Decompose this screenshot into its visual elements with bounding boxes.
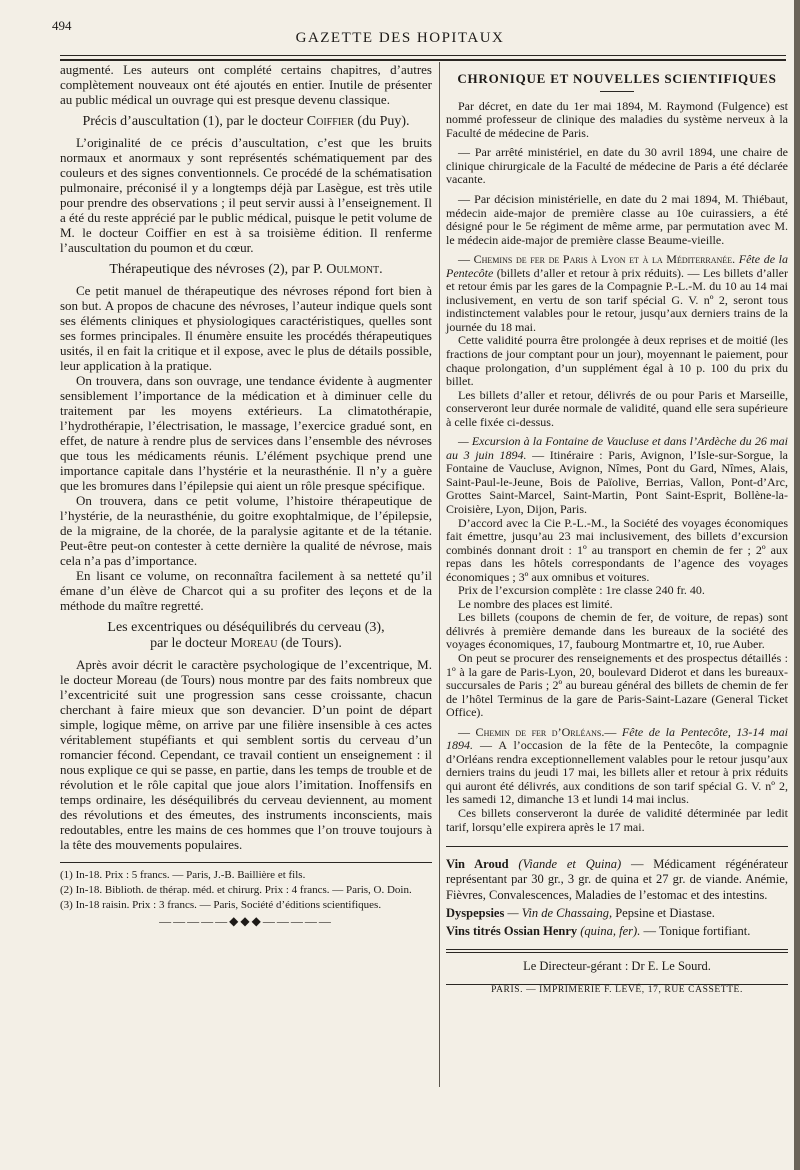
- heading-text: Précis d’auscultation (1), par le docteur: [82, 114, 307, 129]
- news-item: [446, 100, 788, 141]
- running-title: GAZETTE DES HOPITAUX: [295, 30, 505, 46]
- news-item: [446, 435, 788, 719]
- ad-italic: — Vin de Chassaing,: [504, 905, 613, 920]
- ad-body: Pepsine et Diastase.: [612, 905, 715, 920]
- ad-brand: Vins titrés Ossian Henry: [446, 924, 578, 939]
- ad-italic: (quina, fer).: [577, 924, 641, 939]
- paragraph: Par décret, en date du 1er mai 1894, M. Raymond (Fulgence) est nommé professeur de clinique des maladies du système nerveux à la Faculté de médecine de Paris.: [446, 98, 788, 140]
- footnote: (1) In-18. Prix : 5 francs. — Paris, J.-B. Baillière et fils.: [60, 869, 306, 882]
- printer-line: PARIS. — IMPRIMERIE F. LEVÉ, 17, RUE CASSETTE.: [491, 984, 743, 995]
- footnote: (2) In-18. Biblioth. de thérap. méd. et chirurg. Prix : 4 francs. — Paris, O. Doin.: [60, 884, 412, 897]
- item-body: — A l’occasion de la fête de la Pentecôte, la compagnie d’Orléans rendra exceptionnellement valables pour le retour jusqu’aux derniers trains du jeudi 17 mai, les billets aller et retour à prix réduits qui auront été délivrés, aux conditions de son tarif spécial G. V. nº 2, les samedi 12, dimanche 13 et lundi 14 mai inclus.: [446, 738, 788, 807]
- author-name: Oulmont: [326, 262, 380, 278]
- news-item: [446, 146, 788, 187]
- paragraph: — Par arrêté ministériel, en date du 30 avril 1894, une chaire de clinique chirurgicale de la Faculté de médecine de Paris a été déclarée vacante.: [446, 145, 788, 187]
- paragraph: On trouvera, dans ce petit volume, l’histoire thérapeutique de l’hystérie, de la neurasthénie, du goitre exophtalmique, de l’épilepsie, de la migraine, de la chorée, de la paralysie agitante et de la tétanie. Peut-être peut-on contester à cette dernière la qualité de névrose, mais cela n’a pas d’importance.: [60, 493, 432, 569]
- author-name: Moreau: [230, 636, 278, 652]
- author-name: Coiffier: [306, 114, 354, 129]
- heading-tail: (du Puy).: [353, 114, 410, 129]
- heading-text: par le docteur: [150, 636, 231, 652]
- paragraph: — Par décision ministérielle, en date du 2 mai 1894, M. Thiébaut, médecin aide-major de première classe au 10e cuirassiers, a été désigné pour le 5e régiment de même arme, par permutation avec M. le médecin aide-major de première classe Beaume-vieille.: [446, 191, 788, 247]
- paragraph: Après avoir décrit le caractère psychologique de l’excentrique, M. le docteur Moreau (de Tours) nous montre par des faits nombreux que l’excentricité suit une progression sans cesse croissante, chacun cherchant à faire mieux que son devancier. D’un point de départ simple, logique même, on arrive par une filière insensible à ces actes véritablement stupéfiants et qui semblent sortis du cerveau d’un romancier fécond. Cependant, ce travail contient un enseignement : il nous explique ce qui se passe, en partie, dans les temps de trouble et de révolution et le rôle capital que joue alors l’imitation. Inoffensifs en temps ordinaire, les déséquilibrés du cerveau deviennent, au moment des révolutions et des émeutes, des instruments inconscients, mais redoutables, entre les mains de ces hommes que l’on trouve toujours à la tête des mouvements populaires.: [60, 657, 432, 853]
- paragraph: Le nombre des places est limité.: [458, 596, 613, 611]
- section-rule: [446, 846, 788, 847]
- paragraph: [446, 435, 788, 516]
- heading-tail: .: [379, 262, 383, 278]
- advertisement: [446, 924, 788, 939]
- paragraph: On trouvera, dans son ouvrage, une tendance évidente à augmenter sensiblement l’importance de la médication et à diminuer celle du traitement par les moyens extérieurs. La climatothérapie, l’hydrothérapie, l’électrisation, le massage, l’exercice gradué sont, en effet, de nature à rendre plus de services dans l’ensemble des névroses que tous les médicaments réunis. L’élément psychique prend une importance capitale dans l’hystérie et la neurasthénie. Il n’y a guère que les bromures dans l’épilepsie qui aient un rôle presque spécifique.: [60, 373, 432, 494]
- closing-rule: [446, 952, 788, 953]
- book-heading: [60, 114, 432, 130]
- item-body: — Itinéraire : Paris, Avignon, l’Isle-sur-Sorgue, la Fontaine de Vaucluse, Avignon, Nîmes, Pont du Gard, Nîmes, Alais, Saint-Paul-le-Jeune, Bois de Païolive, Berrias, Vallon, Pont-d’Arc, Grottes Saint-Marcel, Saint-Martin, Pont Saint-Esprit, Bollène-la-Croisière, Lyon, Dijon, Paris.: [446, 447, 789, 516]
- item-body: (billets d’aller et retour à prix réduits). — Les billets d’aller et retour émis par les gares de la Compagnie P.-L.-M. du 10 au 14 mai inclusivement, en vertu de son tarif spécial G. V. nº 2, seront tous indistinctement valables pour le retour, jusqu’aux derniers trains de la journée du 18 mai.: [446, 265, 788, 334]
- paragraph: On peut se procurer des renseignements et des prospectus détaillés : 1º à la gare de Paris-Lyon, 20, boulevard Diderot et dans les bureaux-succursales de Paris ; 2º au bureau général des billets de chemin de fer de l’hôtel Terminus de la gare de Paris-Saint-Lazare (General Ticket Office).: [446, 651, 788, 720]
- paragraph: [446, 726, 788, 807]
- heading-text: Thérapeutique des névroses (2), par P.: [109, 262, 327, 278]
- page-number: 494: [52, 18, 72, 33]
- news-item: [446, 726, 788, 834]
- ad-body: — Tonique fortifiant.: [640, 924, 751, 939]
- paragraph: Les billets (coupons de chemin de fer, de voiture, de repas) sont délivrés à première demande dans les bureaux de la société des voyages économiques, 17, faubourg Montmartre et, 10, rue Auber.: [446, 610, 788, 652]
- left-column: [60, 62, 432, 929]
- footnote-rule: [60, 862, 432, 863]
- heading-tail: (de Tours).: [277, 636, 342, 652]
- column-divider: [439, 62, 440, 1087]
- paragraph: Les billets d’aller et retour, délivrés de ou pour Paris et Marseille, conserveront leur durée normale de validité, quand elle sera supérieure à celle fixée ci-dessus.: [446, 387, 788, 429]
- item-lead: — Chemins de fer de Paris à Lyon et à la Méditerranée.: [458, 252, 736, 267]
- header-rule: [60, 55, 786, 56]
- book-heading: [60, 620, 432, 652]
- paragraph: [446, 253, 788, 334]
- header-rule-thick: [60, 59, 786, 61]
- page-edge: [794, 0, 800, 1170]
- item-italic: Fête de la Pentecôte: [446, 252, 789, 280]
- section-title: CHRONIQUE ET NOUVELLES SCIENTIFIQUES: [457, 71, 777, 86]
- ad-body: — Médicament régénérateur représentant par 30 gr., 3 gr. de quina et 27 gr. de viande. Anémie, Fièvres, Convalescences, Maladies de l’estomac et des intestins.: [446, 857, 788, 902]
- ornament-rule: —————◆◆◆—————: [159, 914, 333, 929]
- paragraph: Ces billets conserveront la durée de validité déterminée par ledit tarif, lorsqu’elle expirera après le 17 mai.: [446, 806, 788, 834]
- ad-brand: Vin Aroud: [446, 857, 509, 872]
- item-italic: — Excursion à la Fontaine de Vaucluse et dans l’Ardèche du 26 mai au 3 juin 1894.: [446, 434, 788, 462]
- ad-italic: (Viande et Quina): [508, 857, 622, 872]
- news-item: [446, 253, 788, 429]
- paragraph: Ce petit manuel de thérapeutique des névroses répond fort bien à son but. A propos de chacune des névroses, l’auteur indique quels sont ses éléments cliniques et physiologiques caractéristiques, quelles sont ses formes principales. Il énumère ensuite les procédés thérapeutiques usités, il en fait la critique et il expose, avec le plus de détails possible, leur application à la pratique.: [60, 283, 432, 374]
- footnote: (3) In-18 raisin. Prix : 3 francs. — Paris, Société d’éditions scientifiques.: [60, 898, 382, 911]
- book-heading: [60, 262, 432, 278]
- short-rule: [600, 91, 634, 92]
- closing-rule: [446, 949, 788, 950]
- right-column: [446, 62, 788, 995]
- ad-brand: Dyspepsies: [446, 905, 505, 920]
- news-item: [446, 193, 788, 247]
- paragraph: augmenté. Les auteurs ont complété certains chapitres, d’autres complètement nouveaux ont été ajoutés en entier. Inutile de présenter au public médical un ouvrage qui est presque devenu classique.: [60, 62, 432, 107]
- item-lead: — Chemin de fer d’Orléans.—: [458, 724, 617, 739]
- heading-text: Les excentriques ou déséquilibrés du cerveau (3),: [107, 620, 385, 636]
- paragraph: En lisant ce volume, on reconnaîtra facilement à sa netteté qu’il émane d’un élève de Charcot qui a su profiter des leçons et de la méthode du maître regretté.: [60, 568, 432, 614]
- director-line: Le Directeur-gérant : Dr E. Le Sourd.: [523, 959, 711, 974]
- paragraph: Prix de l’excursion complète : 1re classe 240 fr. 40.: [458, 583, 705, 598]
- paragraph: Cette validité pourra être prolongée à deux reprises et de moitié (les fractions de jour comptant pour un jour), moyennant le paiement, pour chaque prolongation, d’un supplément égal à 10 p. 100 du prix du billet.: [446, 333, 788, 389]
- paragraph: L’originalité de ce précis d’auscultation, c’est que les bruits normaux et anormaux y sont représentés schématiquement par des couleurs et des signes conventionnels. Ce procédé de la schématisation pulmonaire, préconisé il y a longtemps déjà par Lasègue, est très utile pour prendre des observations ; il peut servir aussi à l’enseignement. Il a été du reste apprécié par le public médical, puisque le petit volume de M. le docteur Coiffier en est à sa troisième édition. Il renferme l’auscultation du poumon et du cœur.: [60, 135, 432, 256]
- advertisement: [446, 857, 788, 903]
- paragraph: D’accord avec la Cie P.-L.-M., la Société des voyages économiques fait émettre, jusqu’au 23 mai inclusivement, des billets d’excursion combinés donnant droit : 1º au transport en chemin de fer ; 2º aux repas dans les hôtels correspondants de l’agence des voyages économiques ; 3º aux omnibus et voitures.: [446, 515, 788, 584]
- advertisement: [446, 906, 788, 921]
- item-italic: Fête de la Pentecôte, 13-14 mai 1894.: [446, 724, 788, 753]
